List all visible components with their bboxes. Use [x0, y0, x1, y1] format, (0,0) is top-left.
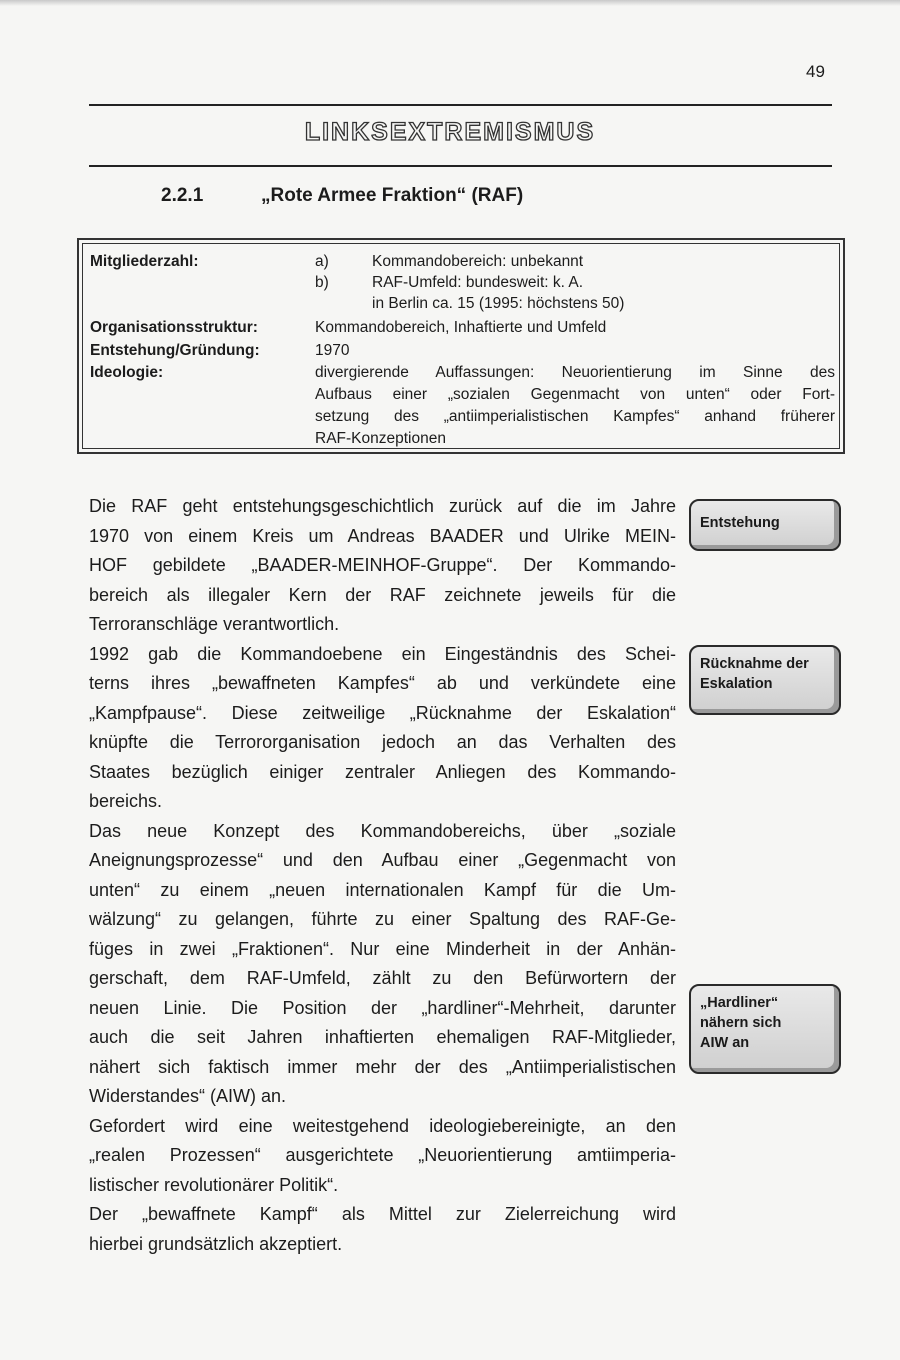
margin-note-line: nähern sich: [700, 1015, 782, 1031]
page-top-edge: [0, 0, 900, 6]
text-line: „realen Prozessen“ ausgerichtete „Neuorientierung amtiimperia-: [89, 1145, 676, 1165]
text-line: hierbei grundsätzlich akzeptiert.: [89, 1233, 343, 1254]
text-line: Terroranschläge verantwortlich.: [89, 614, 340, 634]
margin-note-de-escalation: [689, 645, 841, 715]
margin-note-line: Rücknahme der: [700, 656, 809, 672]
text-line: bereichs.: [89, 791, 163, 811]
members-b-value: RAF-Umfeld: bundesweit: k. A.: [372, 274, 584, 291]
members-b-marker: b): [315, 274, 329, 291]
margin-note-line: Entstehung: [700, 515, 780, 531]
ideology-line: setzung des „antiimperialistischen Kampfes“ anhand früherer: [315, 408, 835, 425]
text-line: HOF gebildete „BAADER-MEINHOF-Gruppe“. Der Kommando-: [89, 555, 676, 575]
paragraph-ceasefire: [89, 640, 676, 817]
margin-note-origin: [689, 499, 841, 551]
founding-value: 1970: [315, 342, 350, 359]
text-line: 1992 gab die Kommandoebene ein Eingeständnis des Schei-: [89, 643, 676, 664]
fact-box: [77, 238, 845, 454]
margin-note-hardliner: [689, 984, 841, 1074]
text-line: Gefordert wird eine weitestgehend ideologiebereinigte, an den: [89, 1115, 676, 1136]
ideology-line: divergierende Auffassungen: Neuorientierung im Sinne des: [315, 364, 835, 381]
founding-label: Entstehung/Gründung:: [90, 342, 260, 359]
ideology-line: RAF-Konzeptionen: [315, 430, 446, 447]
text-line: füges in zwei „Fraktionen“. Nur eine Minderheit in der Anhän-: [89, 938, 676, 959]
text-line: Widerstandes“ (AIW) an.: [89, 1086, 287, 1106]
section-number: 2.2.1: [161, 185, 204, 206]
text-line: Aneignungsprozesse“ und den Aufbau einer „Gegenmacht von: [89, 850, 676, 870]
paragraph-demand: [89, 1112, 676, 1201]
text-line: unten“ zu einem „neuen internationalen Kampf für die Um-: [89, 879, 676, 900]
members-b-berlin: in Berlin ca. 15 (1995: höchstens 50): [372, 295, 625, 312]
header-rule-bottom: [89, 165, 832, 167]
text-line: gerschaft, dem RAF-Umfeld, zählt zu den Befürwortern der: [89, 968, 676, 988]
text-line: Staates bezüglich einiger zentraler Anliegen des Kommando-: [89, 761, 676, 782]
text-line: wälzung“ zu gelangen, führte zu einer Spaltung des RAF-Ge-: [89, 909, 676, 929]
text-line: listischer revolutionärer Politik“.: [89, 1174, 339, 1195]
header-rule-top: [89, 104, 832, 106]
running-title: LINKSEXTREMISMUS: [304, 118, 596, 146]
structure-label: Organisationsstruktur:: [90, 319, 258, 336]
page-number: 49: [806, 62, 825, 81]
text-line: 1970 von einem Kreis um Andreas BAADER und Ulrike MEIN-: [89, 525, 676, 546]
paragraph-origin: [89, 492, 676, 640]
margin-note-line: Eskalation: [700, 676, 773, 692]
paragraph-armed-struggle: [89, 1200, 676, 1259]
text-line: „Kampfpause“. Diese zeitweilige „Rücknahme der Eskalation“: [89, 702, 676, 723]
text-line: terns ihres „bewaffneten Kampfes“ ab und verkündete eine: [89, 673, 676, 693]
structure-value: Kommandobereich, Inhaftierte und Umfeld: [315, 319, 607, 336]
text-line: Das neue Konzept des Kommandobereichs, über „soziale: [89, 820, 676, 841]
ideology-label: Ideologie:: [90, 364, 164, 381]
paragraph-split: [89, 817, 676, 1112]
text-line: neuen Linie. Die Position der „hardliner“-Mehrheit, darunter: [89, 997, 676, 1018]
text-line: auch die seit Jahren inhaftierten ehemaligen RAF-Mitglieder,: [89, 1027, 676, 1047]
text-line: Die RAF geht entstehungsgeschichtlich zurück auf die im Jahre: [89, 496, 676, 516]
body-text: [89, 492, 676, 1259]
section-title: „Rote Armee Fraktion“ (RAF): [261, 185, 524, 206]
text-line: bereich als illegaler Kern der RAF zeichnete jeweils für die: [89, 584, 676, 605]
ideology-line: Aufbaus einer „sozialen Gegenmacht von unten“ oder Fort-: [315, 386, 835, 403]
members-label: Mitgliederzahl:: [90, 253, 199, 270]
members-a-marker: a): [315, 253, 329, 270]
section-heading: [161, 185, 523, 207]
text-line: knüpfte die Terrororganisation jedoch an das Verhalten des: [89, 732, 676, 752]
margin-note-line: „Hardliner“: [700, 995, 779, 1011]
margin-note-line: AIW an: [700, 1035, 750, 1051]
members-a-value: Kommandobereich: unbekannt: [372, 253, 584, 270]
text-line: nähert sich faktisch immer mehr der des „Antiimperialistischen: [89, 1056, 676, 1077]
text-line: Der „bewaffnete Kampf“ als Mittel zur Zielerreichung wird: [89, 1204, 676, 1224]
